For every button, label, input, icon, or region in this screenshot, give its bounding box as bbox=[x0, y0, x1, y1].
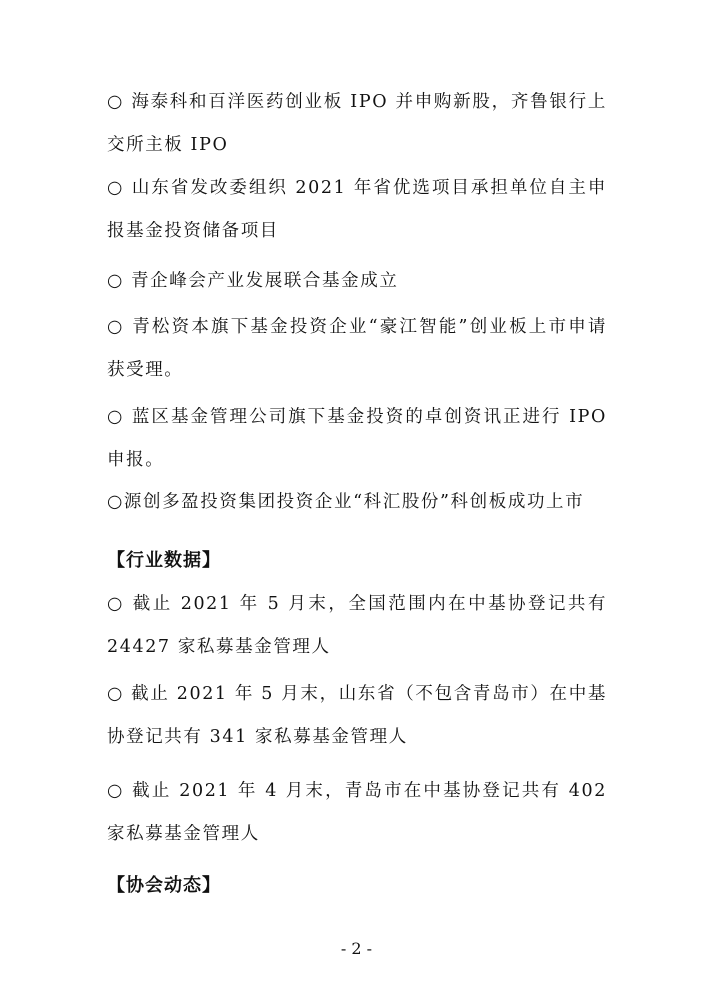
news-item: ○源创多盈投资集团投资企业“科汇股份”科创板成功上市 bbox=[107, 492, 585, 512]
page-number: - 2 - bbox=[340, 939, 373, 958]
industry-data-item: ○ 截止 2021 年 4 月末，青岛市在中基协登记共有 402 家私募基金管理人 bbox=[107, 781, 607, 844]
section-heading-association-news: 【协会动态】 bbox=[107, 875, 221, 896]
news-item: ○ 海泰科和百洋医药创业板 IPO 并申购新股，齐鲁银行上交所主板 IPO bbox=[107, 92, 607, 155]
news-item: ○ 青企峰会产业发展联合基金成立 bbox=[107, 271, 399, 291]
industry-data-item: ○ 截止 2021 年 5 月末，山东省（不包含青岛市）在中基协登记共有 341 家私募基金管理人 bbox=[107, 684, 607, 747]
news-item: ○ 山东省发改委组织 2021 年省优选项目承担单位自主申报基金投资储备项目 bbox=[107, 178, 607, 241]
news-item: ○ 青松资本旗下基金投资企业“豪江智能”创业板上市申请获受理。 bbox=[107, 317, 607, 380]
news-item: ○ 蓝区基金管理公司旗下基金投资的卓创资讯正进行 IPO 申报。 bbox=[107, 407, 607, 470]
industry-data-item: ○ 截止 2021 年 5 月末，全国范围内在中基协登记共有 24427 家私募基金管理人 bbox=[107, 594, 607, 657]
section-heading-industry-data: 【行业数据】 bbox=[107, 550, 221, 571]
